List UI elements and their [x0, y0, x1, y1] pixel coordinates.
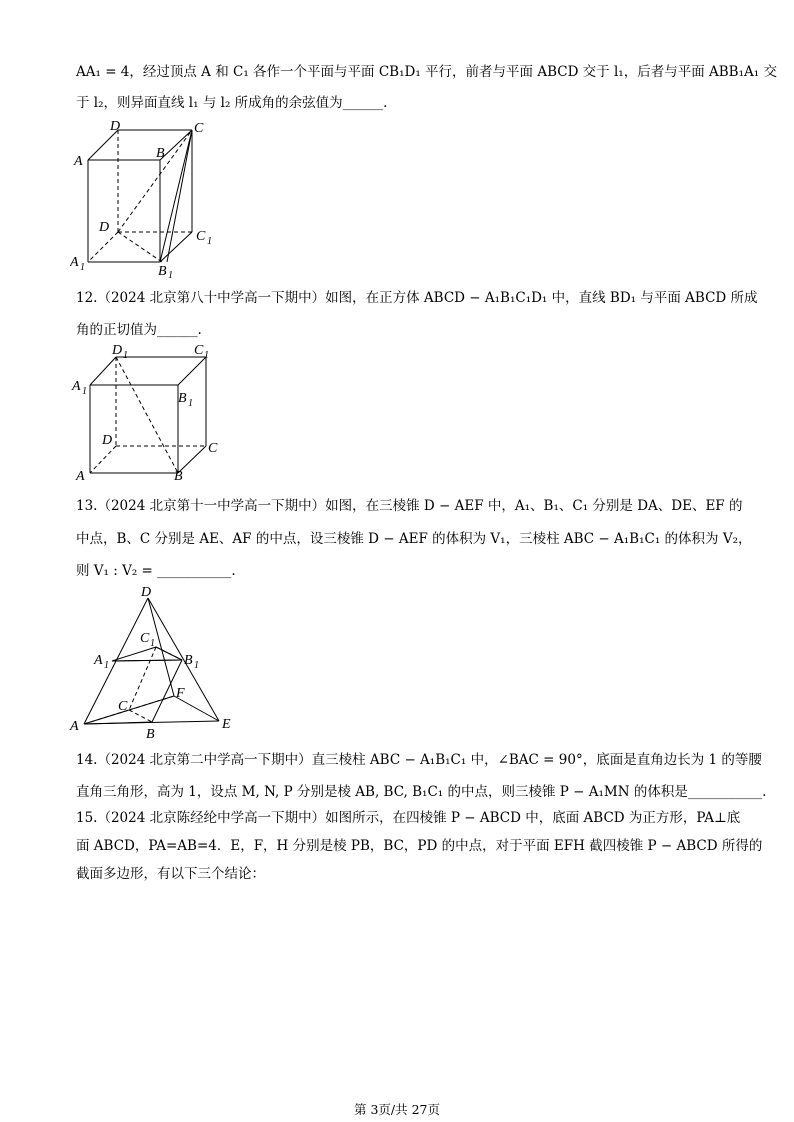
q15-line-1: 15.（2024 北京陈经纶中学高一下期中）如图所示，在四棱锥 P − ABCD 中，底面 ABCD 为正方形，PA⊥底	[76, 810, 741, 826]
q11-line-1: AA₁ = 4，经过顶点 A 和 C₁ 各作一个平面与平面 CB₁D₁ 平行，前者与平面 ABCD 交于 l₁，后者与平面 ABB₁A₁ 交	[76, 64, 777, 80]
fig13-label-B: B	[146, 727, 155, 742]
fig13-label-D: D	[141, 585, 152, 600]
fig12-label-D1-sub: 1	[123, 350, 128, 361]
fig11-label-C: C	[194, 121, 204, 136]
fig13-label-E: E	[222, 717, 231, 732]
figure-q12-cube	[70, 340, 230, 480]
fig13-label-C1-sub: 1	[150, 638, 155, 649]
fig12-label-B1: B	[178, 391, 187, 406]
q15-line-2: 面 ABCD，PA=AB=4．E，F，H 分别是棱 PB，BC，PD 的中点，对于平面 EFH 截四棱锥 P − ABCD 所得的	[76, 838, 763, 854]
q13-line-2: 中点，B、C 分别是 AE、AF 的中点，设三棱锥 D − AEF 的体积为 V₁，三棱柱 ABC − A₁B₁C₁ 的体积为 V₂，	[76, 531, 752, 547]
q14-line-2: 直角三角形，高为 1，设点 M, N, P 分别是棱 AB, BC, B₁C₁ 的中点，则三棱锥 P − A₁MN 的体积是___________.	[76, 784, 767, 800]
figure-q11-cube	[70, 118, 230, 278]
fig12-label-A1-sub: 1	[82, 386, 87, 397]
fig12-label-B1-sub: 1	[188, 398, 193, 409]
fig13-label-A: A	[70, 719, 79, 734]
page-number-footer: 第 3页/共 27页	[353, 1102, 441, 1117]
q13-line-1: 13.（2024 北京第十一中学高一下期中）如图，在三棱锥 D − AEF 中，A₁、B₁、C₁ 分别是 DA、DE、EF 的	[76, 498, 743, 514]
fig12-label-A1: A	[72, 379, 81, 394]
q12-line-1: 12.（2024 北京第八十中学高一下期中）如图，在正方体 ABCD − A₁B₁C₁D₁ 中，直线 BD₁ 与平面 ABCD 所成	[76, 290, 758, 306]
fig12-label-D1: D	[112, 343, 123, 358]
q11-line-2: 于 l₂，则异面直线 l₁ 与 l₂ 所成角的余弦值为______.	[76, 95, 388, 111]
fig13-label-F: F	[176, 686, 185, 701]
fig11-label-B: B	[156, 146, 165, 161]
fig11-label-C1-sub: 1	[207, 236, 212, 247]
fig13-label-C: C	[118, 699, 128, 714]
fig11-label-A1: A	[70, 255, 79, 270]
fig11-label-D-lower: D	[99, 220, 110, 235]
fig11-label-A1-sub: 1	[80, 262, 85, 273]
q14-line-1: 14.（2024 北京第二中学高一下期中）直三棱柱 ABC − A₁B₁C₁ 中，∠BAC = 90°，底面是直角边长为 1 的等腰	[76, 752, 762, 768]
fig12-label-C1-sub: 1	[204, 350, 209, 361]
fig12-label-C1: C	[194, 343, 204, 358]
q15-line-3: 截面多边形，有以下三个结论：	[76, 866, 265, 882]
fig12-label-D: D	[102, 433, 113, 448]
fig13-label-A1: A	[94, 653, 103, 668]
fig12-label-C: C	[208, 441, 218, 456]
q13-line-3: 则 V₁ : V₂ = ___________.	[76, 563, 236, 579]
fig12-label-A: A	[76, 469, 85, 480]
fig13-label-C1: C	[140, 631, 150, 646]
fig11-label-B1: B	[158, 264, 167, 278]
figure-q13-pyramid	[64, 584, 244, 744]
fig11-label-D: D	[110, 119, 121, 134]
q12-line-2: 角的正切值为______.	[76, 322, 202, 338]
fig13-label-B1: B	[184, 653, 193, 668]
fig11-label-C1: C	[196, 229, 206, 244]
fig13-label-A1-sub: 1	[104, 660, 109, 671]
fig12-label-B: B	[174, 469, 183, 480]
fig13-label-B1-sub: 1	[194, 660, 199, 671]
fig11-label-A: A	[74, 154, 83, 169]
fig11-label-B1-sub: 1	[168, 270, 173, 278]
